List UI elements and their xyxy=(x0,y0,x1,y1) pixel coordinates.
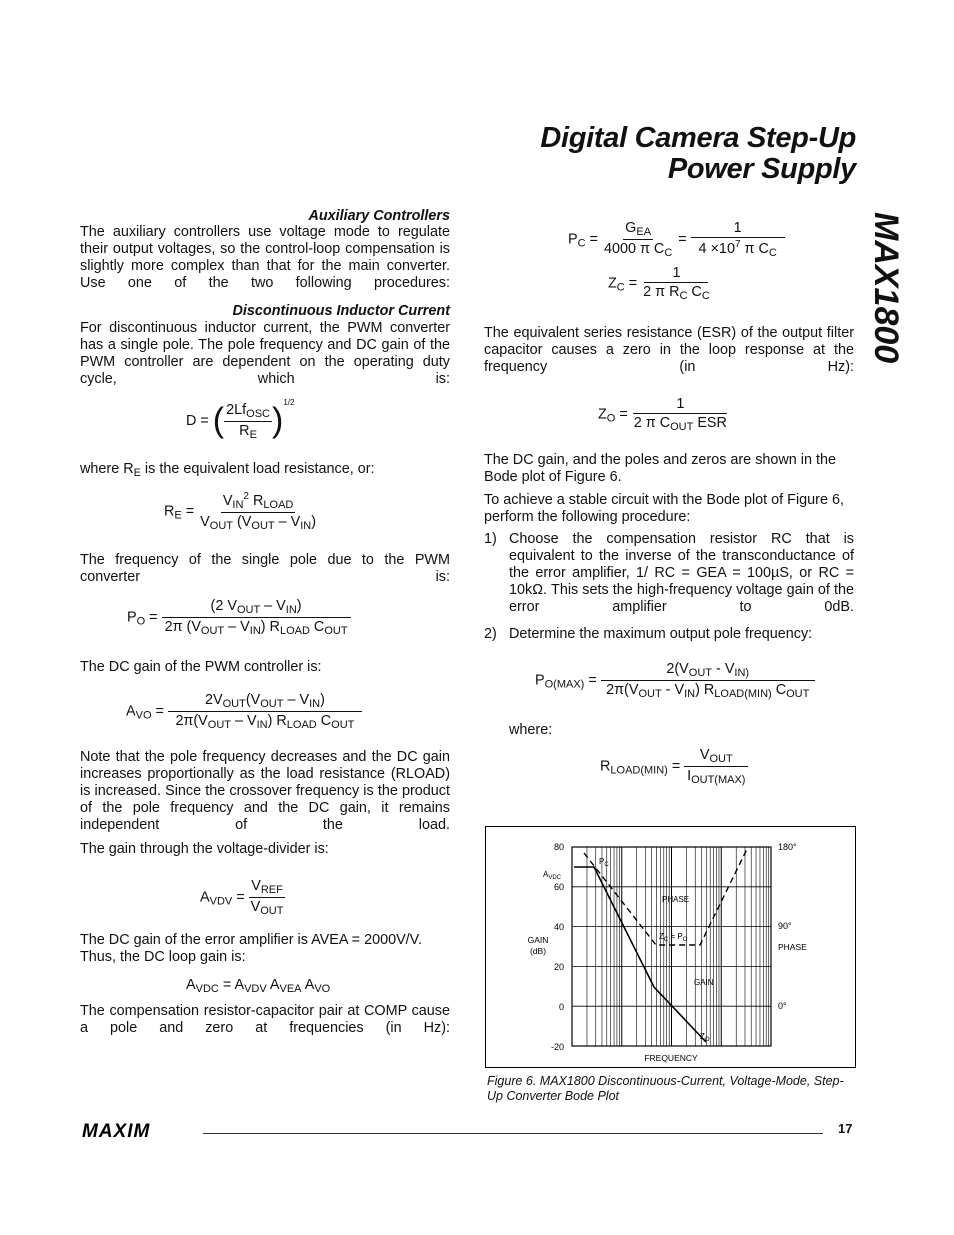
paragraph-error-amp: The DC gain of the error amplifier is AVEA = 2000V/V. Thus, the DC loop gain is: xyxy=(80,932,422,965)
paragraph-auxiliary: The auxiliary controllers use voltage mode to regulate their output voltages, so the control-loop compensation is slightly more complex than that for the main converter. Use one of the two following procedures: xyxy=(80,224,450,291)
paragraph-compensation: The compensation resistor-capacitor pair at COMP cause a pole and zero at frequencies (in Hz): xyxy=(80,1003,450,1036)
x-label-frequency: FREQUENCY xyxy=(644,1053,698,1063)
bode-plot-figure xyxy=(485,826,856,1068)
y-tick-60: 60 xyxy=(553,882,564,892)
y-tick-0: 0 xyxy=(558,1002,564,1012)
part-number-side-label: MAX1800 xyxy=(867,212,905,364)
bode-plot-svg xyxy=(486,827,855,1067)
y-tick-minus20: -20 xyxy=(550,1042,564,1052)
paragraph-esr: The equivalent series resistance (ESR) of the output filter capacitor causes a zero in the loop response at the frequency (in Hz): xyxy=(484,325,854,375)
maxim-logo-text: MAXIM xyxy=(82,1121,151,1141)
page-number: 17 xyxy=(838,1121,853,1136)
y-tick-40: 40 xyxy=(553,922,564,932)
annotation-gain: GAIN xyxy=(694,978,714,987)
bode-grid xyxy=(572,847,771,1046)
paragraph-dc-gain: The DC gain of the PWM controller is: xyxy=(80,659,322,675)
annotation-zc-po: $Z_C = P_O$ xyxy=(659,932,688,943)
phase-tick-90: 90° xyxy=(778,921,792,931)
equation-avdv: $A_{VDV}$ = $\frac{V_{REF}}{V_{OUT}}$ xyxy=(200,878,284,917)
equation-re: $R_E$ = $\frac{V_{IN}^2 R_{LOAD}}{V_{OUT} (V_{OUT} - V_{IN})}$ xyxy=(164,491,317,532)
annotation-pc: $P_C$ xyxy=(599,857,609,868)
paragraph-divider: The gain through the voltage-divider is: xyxy=(80,841,329,857)
step-1-number: 1) xyxy=(484,531,497,547)
page-title xyxy=(540,123,856,185)
y-label-gain: GAIN xyxy=(527,935,549,945)
figure-caption: Figure 6. MAX1800 Discontinuous-Current, Voltage-Mode, Step-Up Converter Bode Plot xyxy=(487,1074,844,1103)
y-tick-80: 80 xyxy=(553,842,564,852)
footer-rule xyxy=(203,1133,823,1134)
y-label-phase: PHASE xyxy=(778,942,807,952)
phase-tick-0: 0° xyxy=(778,1001,787,1011)
equation-duty-cycle: D = ( $\frac{2Lf_{OSC}}{R_E}$ )$^{1/2}$ xyxy=(186,398,295,441)
annotation-zo: $Z_O$ xyxy=(700,1032,710,1043)
step-2-number: 2) xyxy=(484,626,497,642)
maxim-logo xyxy=(82,1121,192,1141)
equation-rload-min: $R_{LOAD(MIN)}$ = $\frac{V_{OUT}}{I_{OUT(MAX)}}$ xyxy=(600,747,748,786)
title-line-1: Digital Camera Step-Up xyxy=(540,122,856,154)
equation-po: $P_O$ = $\frac{(2 V_{OUT} - V_{IN})}{2\pi (V_{OUT} - V_{IN}) R_{LOAD} C_{OUT}}$ xyxy=(127,598,351,637)
y-tick-20: 20 xyxy=(553,962,564,972)
annotation-avdc: $A_{VDC}$ xyxy=(543,870,562,881)
annotation-phase: PHASE xyxy=(662,895,690,904)
heading-discontinuous: Discontinuous Inductor Current xyxy=(232,303,450,319)
equation-zc: $Z_C$ = $\frac{1}{2 \pi R_C C_C}$ xyxy=(608,265,710,302)
paragraph-where-re xyxy=(80,461,450,482)
phase-tick-180: 180° xyxy=(778,842,797,852)
step-2-text: Determine the maximum output pole frequency: xyxy=(509,626,813,642)
paragraph-bode: The DC gain, and the poles and zeros are shown in the Bode plot of Figure 6. xyxy=(484,452,836,485)
equation-avo: $A_{VO}$ = $\frac{2V_{OUT}(V_{OUT} - V_{IN})}{2\pi(V_{OUT} - V_{IN}) R_{LOAD} C_{OUT}}$ xyxy=(126,692,362,731)
where-re-sub: E xyxy=(133,467,141,479)
equation-pc: $P_C$ = $\frac{G_{EA}}{4000 \pi C_C}$ = $\frac{1}{4 \times 10^7 \pi C_C}$ xyxy=(568,220,785,259)
equation-po-max: $P_{O(MAX)}$ = $\frac{2(V_{OUT} - V_{IN)}}{2\pi(V_{OUT} - V_{IN}) R_{LOAD(MIN)} C_{OUT}}$ xyxy=(535,661,815,700)
paragraph-discontinuous: For discontinuous inductor current, the PWM converter has a single pole. The pole frequency and DC gain of the PWM controller are dependent on the operating duty cycle, which is: xyxy=(80,320,450,387)
paragraph-stable: To achieve a stable circuit with the Bode plot of Figure 6, perform the following procedure: xyxy=(484,492,844,525)
heading-auxiliary-controllers: Auxiliary Controllers xyxy=(308,208,450,224)
where-re-text-a: where R xyxy=(80,461,134,477)
title-line-2: Power Supply xyxy=(667,153,856,185)
y-label-db: (dB) xyxy=(529,946,547,956)
equation-avdc: $A_{VDC} = A_{VDV}$ $A_{VEA}$ $A_{VO}$ xyxy=(186,977,331,995)
paragraph-pole-frequency: The frequency of the single pole due to the PWM converter is: xyxy=(80,552,450,585)
where-re-text-b: is the equivalent load resistance, or: xyxy=(140,461,375,477)
paragraph-note: Note that the pole frequency decreases and the DC gain increases proportionally as the load resistance (RLOAD) is increased. Since the crossover frequency is the product of the pole frequency and the DC gain, it remains independent of the load. xyxy=(80,749,450,833)
equation-zo: $Z_O$ = $\frac{1}{2 \pi C_{OUT} ESR}$ xyxy=(598,396,727,433)
paragraph-where: where: xyxy=(509,722,553,738)
step-1-text: Choose the compensation resistor RC that is equivalent to the inverse of the transconductance of the error amplifier, 1/ RC = GEA = 100µS, or RC = 10kΩ. This sets the high-frequency voltage gain of the error amplifier to 0dB. xyxy=(509,531,854,615)
